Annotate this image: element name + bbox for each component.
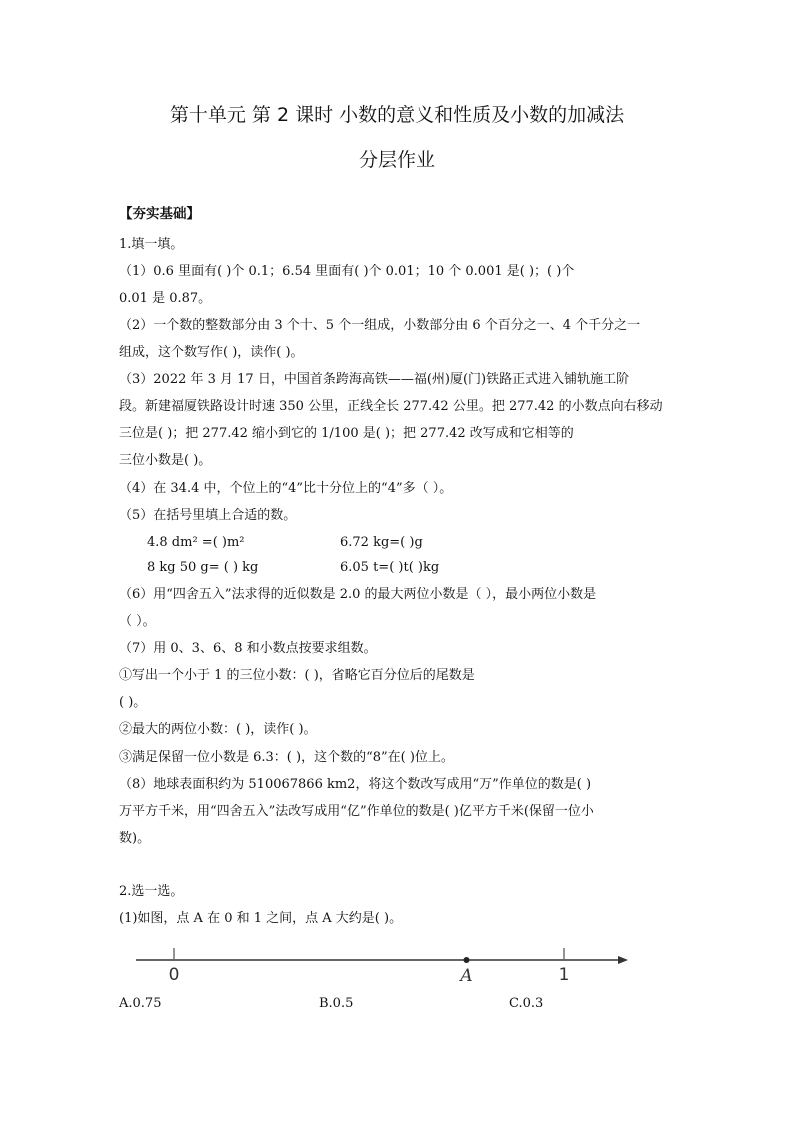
- q1-part3-line2: 段。新建福厦铁路设计时速 350 公里，正线全长 277.42 公里。把 277.42 的小数点向右移动: [119, 399, 663, 414]
- question-2-heading: 2.选一选。: [119, 884, 184, 899]
- q1-part5-item-d: 6.05 t=( )t( )kg: [340, 560, 440, 575]
- q1-part3-line3: 三位是( )；把 277.42 缩小到它的 1/100 是( )；把 277.42 改写成和它相等的: [119, 426, 574, 441]
- q1-part5-item-b: 6.72 kg=( )g: [340, 535, 423, 550]
- section-heading: 【夯实基础】: [119, 206, 200, 222]
- option-a: A.0.75: [119, 996, 162, 1011]
- q1-part7-item1-line2: ( )。: [119, 695, 147, 710]
- number-line-figure: [130, 940, 640, 994]
- q1-part7-item3: ③满足保留一位小数是 6.3：( )，这个数的“8”在( )位上。: [119, 750, 454, 765]
- q1-part7-item1-line1: ①写出一个小于 1 的三位小数：( )，省略它百分位后的尾数是: [119, 668, 475, 683]
- q1-part6-line2: （ ）。: [119, 614, 156, 629]
- q1-part5-item-a: 4.8 dm² =( )m²: [147, 535, 245, 550]
- label-point-a: A: [460, 966, 473, 986]
- q1-part6-line1: （6）用“四舍五入”法求得的近似数是 2.0 的最大两位小数是（ ），最小两位小数是: [119, 587, 597, 602]
- q1-part4: （4）在 34.4 中，个位上的“4”比十分位上的“4”多（ ）。: [119, 481, 453, 496]
- q1-part7-item2: ②最大的两位小数：( )，读作( )。: [119, 722, 317, 737]
- q1-part2-line1: （2）一个数的整数部分由 3 个十、5 个一组成，小数部分由 6 个百分之一、4 个千分之一: [119, 318, 641, 333]
- q1-part5-item-c: 8 kg 50 g= ( ) kg: [147, 560, 259, 575]
- question-1-heading: 1.填一填。: [119, 237, 184, 252]
- page-subtitle: 分层作业: [358, 149, 435, 171]
- q1-part3-line4: 三位小数是( )。: [119, 453, 212, 468]
- q2-part1: (1)如图，点 A 在 0 和 1 之间，点 A 大约是( )。: [119, 911, 403, 926]
- number-line: [130, 940, 640, 990]
- q1-part8-line1: （8）地球表面积约为 510067866 km2，将这个数改写成用“万”作单位的数是( ): [119, 777, 592, 792]
- option-c: C.0.3: [509, 996, 544, 1011]
- label-zero: 0: [168, 965, 180, 985]
- point-a-marker: [464, 957, 470, 963]
- option-b: B.0.5: [319, 996, 354, 1011]
- q1-part7-heading: （7）用 0、3、6、8 和小数点按要求组数。: [119, 641, 377, 656]
- q1-part5-heading: （5）在括号里填上合适的数。: [119, 508, 297, 523]
- number-line-arrow-icon: [618, 956, 628, 964]
- label-one: 1: [558, 965, 570, 985]
- q1-part8-line3: 数)。: [119, 831, 151, 846]
- q1-part1-line1: （1）0.6 里面有( )个 0.1；6.54 里面有( )个 0.01；10 个 0.001 是( )；( )个: [119, 264, 575, 279]
- page-title: 第十单元 第 2 课时 小数的意义和性质及小数的加减法: [169, 104, 625, 126]
- q1-part8-line2: 万平方千米，用“四舍五入”法改写成用“亿”作单位的数是( )亿平方千米(保留一位小: [119, 804, 594, 819]
- q1-part3-line1: （3）2022 年 3 月 17 日，中国首条跨海高铁——福(州)厦(门)铁路正式进入铺轨施工阶: [119, 372, 630, 387]
- q1-part2-line2: 组成，这个数写作( )，读作( )。: [119, 345, 304, 360]
- q1-part1-line2: 0.01 是 0.87。: [119, 291, 212, 306]
